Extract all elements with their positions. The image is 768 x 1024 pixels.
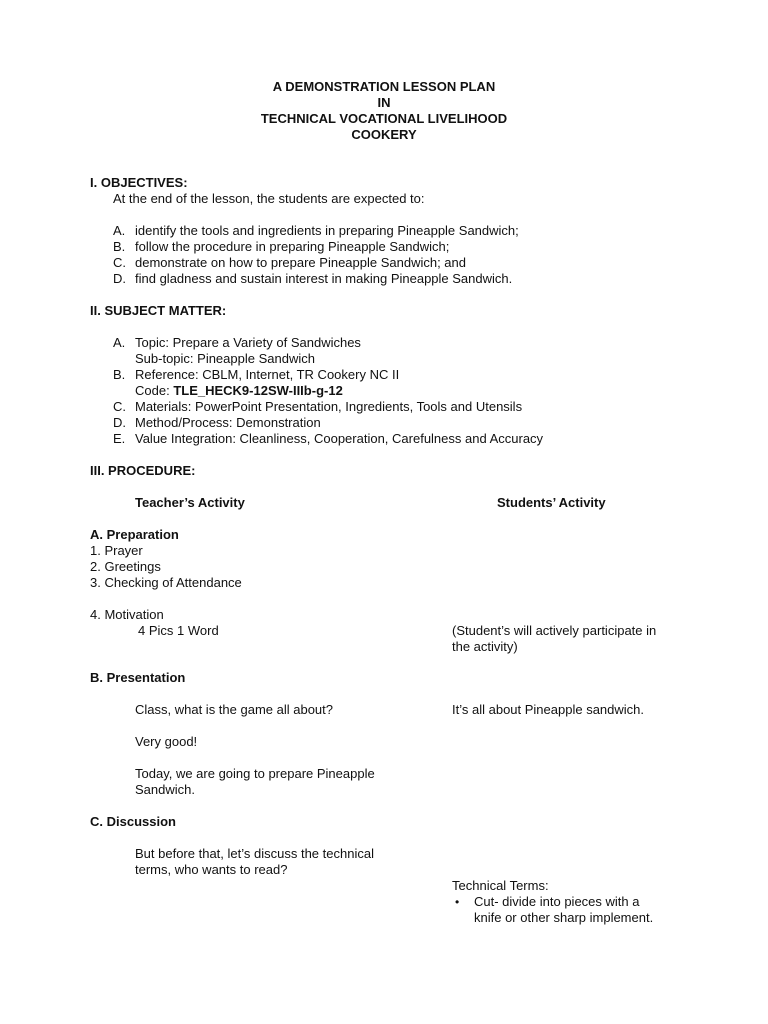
list-marker: B. <box>113 239 126 254</box>
title-line-1: A DEMONSTRATION LESSON PLAN <box>272 79 496 94</box>
list-marker: D. <box>113 415 126 430</box>
bullet-icon: • <box>455 895 460 909</box>
presentation-intro-line-1: Today, we are going to prepare Pineapple <box>135 766 375 781</box>
preparation-item: 1. Prayer <box>90 543 143 558</box>
objective-text: find gladness and sustain interest in making Pineapple Sandwich. <box>135 271 513 286</box>
discussion-line-1: But before that, let’s discuss the technical <box>135 846 374 861</box>
term-line-1: Cut- divide into pieces with a <box>474 894 640 909</box>
discussion-line-2: terms, who wants to read? <box>135 862 288 877</box>
code-value: TLE_HECK9-12SW-IIIb-g-12 <box>173 383 343 398</box>
list-marker: A. <box>113 223 126 238</box>
term-line-2: knife or other sharp implement. <box>474 910 654 925</box>
motivation-activity: 4 Pics 1 Word <box>138 623 219 638</box>
subject-item-reference <box>113 367 399 383</box>
subject-item-topic <box>113 335 361 351</box>
title-line-2: IN <box>377 95 391 110</box>
students-activity-header: Students’ Activity <box>497 495 606 510</box>
objectives-heading: I. OBJECTIVES: <box>90 175 188 190</box>
motivation-student-line-1: (Student’s will actively participate in <box>452 623 657 638</box>
subtopic-text: Sub-topic: Pineapple Sandwich <box>135 351 315 366</box>
list-marker: E. <box>113 431 126 446</box>
topic-text: Topic: Prepare a Variety of Sandwiches <box>135 335 361 350</box>
subject-matter-heading: II. SUBJECT MATTER: <box>90 303 227 318</box>
list-marker: C. <box>113 255 126 270</box>
preparation-item: 2. Greetings <box>90 559 161 574</box>
values-text: Value Integration: Cleanliness, Cooperation, Carefulness and Accuracy <box>135 431 544 446</box>
preparation-item: 3. Checking of Attendance <box>90 575 242 590</box>
code-label: Code: <box>135 383 174 398</box>
motivation-student-line-2: the activity) <box>452 639 518 654</box>
objective-item <box>113 223 519 239</box>
objective-text: demonstrate on how to prepare Pineapple Sandwich; and <box>135 255 466 270</box>
materials-text: Materials: PowerPoint Presentation, Ingredients, Tools and Utensils <box>135 399 523 414</box>
teacher-activity-header: Teacher’s Activity <box>135 495 245 510</box>
list-marker: A. <box>113 335 126 350</box>
objective-item <box>113 271 512 287</box>
presentation-answer: It’s all about Pineapple sandwich. <box>452 702 644 717</box>
objective-item <box>113 255 466 271</box>
title-line-4: COOKERY <box>351 127 417 142</box>
objective-text: identify the tools and ingredients in preparing Pineapple Sandwich; <box>135 223 519 238</box>
list-marker: D. <box>113 271 126 286</box>
preparation-heading: A. Preparation <box>90 527 179 542</box>
method-text: Method/Process: Demonstration <box>135 415 321 430</box>
technical-terms-heading: Technical Terms: <box>452 878 549 893</box>
list-marker: C. <box>113 399 126 414</box>
objective-item <box>113 239 449 255</box>
objectives-intro: At the end of the lesson, the students are expected to: <box>113 191 425 206</box>
code-line <box>135 383 343 399</box>
presentation-heading: B. Presentation <box>90 670 186 685</box>
title-line-3: TECHNICAL VOCATIONAL LIVELIHOOD <box>260 111 508 126</box>
objective-text: follow the procedure in preparing Pineapple Sandwich; <box>135 239 450 254</box>
motivation-heading: 4. Motivation <box>90 607 164 622</box>
presentation-intro-line-2: Sandwich. <box>135 782 195 797</box>
discussion-heading: C. Discussion <box>90 814 176 829</box>
subject-item-values <box>113 431 543 447</box>
procedure-heading: III. PROCEDURE: <box>90 463 196 478</box>
list-marker: B. <box>113 367 126 382</box>
presentation-praise: Very good! <box>135 734 198 749</box>
subject-item-method <box>113 415 321 431</box>
reference-text: Reference: CBLM, Internet, TR Cookery NC II <box>135 367 400 382</box>
presentation-question: Class, what is the game all about? <box>135 702 333 717</box>
subject-item-materials <box>113 399 522 415</box>
